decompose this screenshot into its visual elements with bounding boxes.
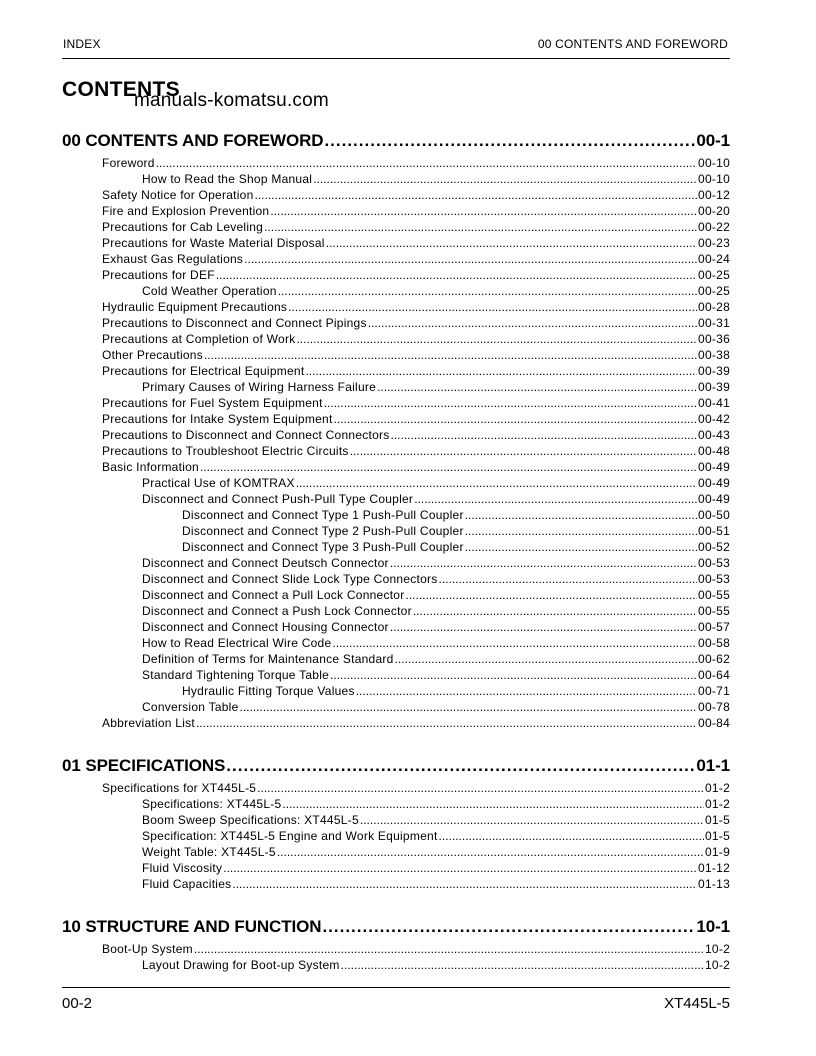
toc-entry-title: Disconnect and Connect a Pull Lock Connector: [142, 588, 405, 602]
watermark-text: manuals-komatsu.com: [134, 90, 329, 111]
toc-entry[interactable]: [62, 491, 730, 507]
toc-entry-title: Cold Weather Operation: [142, 284, 277, 298]
toc-entry-page: 01-5: [704, 813, 730, 827]
toc-entry-title: Disconnect and Connect Housing Connector: [142, 620, 389, 634]
toc-entry[interactable]: [62, 507, 730, 523]
toc-entry-title: How to Read the Shop Manual: [142, 172, 313, 186]
toc-entry-title: Specifications for XT445L-5: [102, 781, 257, 795]
toc-entry-title: Fire and Explosion Prevention: [102, 204, 270, 218]
toc-entry[interactable]: [62, 603, 730, 619]
toc-entry-page: 00-49: [698, 492, 730, 506]
toc-section-heading[interactable]: [62, 917, 730, 941]
toc-entry-page: 00-84: [698, 716, 730, 730]
toc-entry[interactable]: [62, 555, 730, 571]
dot-leader: [439, 828, 704, 844]
toc-entry-title: Precautions for DEF: [102, 268, 215, 282]
toc-entry-page: 00-48: [698, 444, 730, 458]
dot-leader: [277, 844, 704, 860]
toc-entry-title: Precautions for Intake System Equipment: [102, 412, 333, 426]
toc-entry-page: 00-71: [698, 684, 730, 698]
toc-entry[interactable]: [62, 571, 730, 587]
toc-entry[interactable]: [62, 683, 730, 699]
toc-entry[interactable]: [62, 523, 730, 539]
toc-entry-title: Precautions for Waste Material Disposal: [102, 236, 325, 250]
toc-entry-title: Precautions for Cab Leveling: [102, 220, 264, 234]
toc-entry[interactable]: [62, 283, 730, 299]
toc-entry[interactable]: [62, 828, 730, 844]
toc-entry[interactable]: [62, 267, 730, 283]
toc-section: [62, 131, 730, 731]
toc-entry-title: Disconnect and Connect Deutsch Connector: [142, 556, 389, 570]
toc-entry-title: Disconnect and Connect Type 3 Push-Pull Coupler: [182, 540, 464, 554]
toc-entry-page: 01-5: [704, 829, 730, 843]
toc-entry[interactable]: [62, 635, 730, 651]
toc-entry[interactable]: [62, 203, 730, 219]
toc-entry-page: 00-25: [698, 268, 730, 282]
toc-entry[interactable]: [62, 475, 730, 491]
toc-entry[interactable]: [62, 379, 730, 395]
dot-leader: [257, 780, 704, 796]
toc-entry-title: Disconnect and Connect Type 1 Push-Pull Coupler: [182, 508, 464, 522]
toc-entry-page: 00-43: [698, 428, 730, 442]
dot-leader: [332, 635, 697, 651]
dot-leader: [264, 219, 697, 235]
dot-leader: [405, 587, 697, 603]
toc-entry-page: 00-39: [698, 364, 730, 378]
header-section-label: INDEX: [63, 37, 101, 51]
dot-leader: [255, 187, 698, 203]
toc-entry-title: Specifications: XT445L-5: [142, 797, 282, 811]
toc-entry[interactable]: [62, 443, 730, 459]
toc-entry-title: Primary Causes of Wiring Harness Failure: [142, 380, 377, 394]
toc-entry[interactable]: [62, 251, 730, 267]
toc-section-page: 00-1: [696, 131, 730, 150]
toc-entry[interactable]: [62, 876, 730, 892]
dot-leader: [296, 331, 697, 347]
toc-entry-page: 01-9: [704, 845, 730, 859]
toc-section-page: 01-1: [696, 756, 730, 775]
dot-leader: [313, 171, 697, 187]
toc-entry-page: 00-55: [698, 604, 730, 618]
dot-leader: [216, 267, 697, 283]
toc-entry-page: 00-53: [698, 556, 730, 570]
dot-leader: [368, 315, 697, 331]
footer-page-number: 00-2: [62, 995, 93, 1012]
dot-leader: [196, 715, 697, 731]
toc-entry-page: 00-24: [698, 252, 730, 266]
dot-leader: [356, 683, 697, 699]
toc-entry-title: Disconnect and Connect Push-Pull Type Coupler: [142, 492, 414, 506]
dot-leader: [223, 860, 697, 876]
toc-entry-page: 10-2: [704, 958, 730, 972]
toc-entry-title: Precautions to Troubleshoot Electric Circuits: [102, 444, 349, 458]
toc-entry[interactable]: [62, 411, 730, 427]
toc-entry-page: 00-10: [698, 172, 730, 186]
toc-entry[interactable]: [62, 315, 730, 331]
toc-section-title: 10 STRUCTURE AND FUNCTION: [62, 917, 322, 936]
toc-entry-title: Boot-Up System: [102, 942, 193, 956]
dot-leader: [414, 491, 697, 507]
toc-entry-page: 00-51: [698, 524, 730, 538]
toc-entry-page: 00-31: [698, 316, 730, 330]
toc-entry-title: Precautions for Electrical Equipment: [102, 364, 305, 378]
dot-leader: [390, 555, 697, 571]
toc-entry[interactable]: [62, 363, 730, 379]
dot-leader: [232, 876, 697, 892]
toc-entry-page: 00-58: [698, 636, 730, 650]
toc-entry[interactable]: [62, 395, 730, 411]
toc-entry-page: 00-38: [698, 348, 730, 362]
dot-leader: [439, 571, 698, 587]
toc-entry-title: Precautions to Disconnect and Connect Connectors: [102, 428, 390, 442]
dot-leader: [465, 523, 697, 539]
toc-entry[interactable]: [62, 587, 730, 603]
toc-entry-page: 00-12: [698, 188, 730, 202]
dot-leader: [296, 475, 697, 491]
dot-leader: [334, 411, 698, 427]
toc-entry-page: 00-41: [698, 396, 730, 410]
header-chapter-title: 00 CONTENTS AND FOREWORD: [537, 37, 728, 51]
toc-entry-title: Precautions at Completion of Work: [102, 332, 296, 346]
footer-model: XT445L-5: [664, 995, 730, 1012]
toc-entry-page: 00-62: [698, 652, 730, 666]
toc-entry-page: 01-13: [698, 877, 730, 891]
toc-entry[interactable]: [62, 347, 730, 363]
toc-entry-title: Weight Table: XT445L-5: [142, 845, 276, 859]
toc-entry-title: Practical Use of KOMTRAX: [142, 476, 295, 490]
toc-entry-title: Hydraulic Equipment Precautions: [102, 300, 288, 314]
toc-section: [62, 917, 730, 973]
toc-entry[interactable]: [62, 715, 730, 731]
dot-leader: [204, 347, 697, 363]
toc-entry-page: 00-39: [698, 380, 730, 394]
dot-leader: [282, 796, 704, 812]
toc-entry-page: 01-12: [698, 861, 730, 875]
toc-entry-title: Basic Information: [102, 460, 199, 474]
toc-entry-title: Precautions for Fuel System Equipment: [102, 396, 323, 410]
toc-section-heading[interactable]: [62, 756, 730, 780]
toc-entry-title: Exhaust Gas Regulations: [102, 252, 244, 266]
toc-section-page: 10-1: [696, 917, 730, 936]
dot-leader: [377, 379, 697, 395]
toc-entry-title: Specification: XT445L-5 Engine and Work Equipment: [142, 829, 438, 843]
dot-leader: [305, 363, 697, 379]
toc-section-title: 00 CONTENTS AND FOREWORD: [62, 131, 324, 150]
toc-entry-page: 00-36: [698, 332, 730, 346]
toc-entry[interactable]: [62, 619, 730, 635]
toc-entry-page: 00-28: [698, 300, 730, 314]
toc-entry-page: 00-10: [698, 156, 730, 170]
toc-entry-page: 00-50: [698, 508, 730, 522]
toc-entry-page: 10-2: [704, 942, 730, 956]
toc-section: [62, 756, 730, 892]
toc-entry[interactable]: [62, 459, 730, 475]
toc-entry[interactable]: [62, 155, 730, 171]
toc-entry[interactable]: [62, 187, 730, 203]
toc-entry-title: Fluid Viscosity: [142, 861, 223, 875]
toc-entry[interactable]: [62, 844, 730, 860]
dot-leader: [341, 957, 704, 973]
toc-entry-page: 00-25: [698, 284, 730, 298]
toc-entry[interactable]: [62, 780, 730, 796]
toc-entry[interactable]: [62, 860, 730, 876]
toc-entry-title: Abbreviation List: [102, 716, 195, 730]
toc-entry[interactable]: [62, 651, 730, 667]
toc-entry-title: Disconnect and Connect Type 2 Push-Pull Coupler: [182, 524, 464, 538]
toc-entry-page: 00-42: [698, 412, 730, 426]
toc-entry-title: Standard Tightening Torque Table: [142, 668, 330, 682]
dot-leader: [465, 507, 697, 523]
dot-leader: [322, 917, 695, 937]
toc-entry-title: Definition of Terms for Maintenance Standard: [142, 652, 394, 666]
dot-leader: [324, 131, 695, 151]
dot-leader: [391, 427, 698, 443]
dot-leader: [156, 155, 697, 171]
dot-leader: [200, 459, 697, 475]
header-rule: [62, 58, 730, 59]
toc-entry-page: 00-78: [698, 700, 730, 714]
toc-entry-page: 00-23: [698, 236, 730, 250]
toc-entry-page: 00-49: [698, 476, 730, 490]
toc-entry-page: 00-20: [698, 204, 730, 218]
footer-rule: [62, 987, 730, 988]
toc-entry-page: 00-22: [698, 220, 730, 234]
toc-entry-title: Safety Notice for Operation: [102, 188, 254, 202]
toc-entry-title: Other Precautions: [102, 348, 203, 362]
toc-entry-page: 00-64: [698, 668, 730, 682]
dot-leader: [324, 395, 697, 411]
toc-entry[interactable]: [62, 171, 730, 187]
dot-leader: [360, 812, 704, 828]
dot-leader: [270, 203, 697, 219]
toc-entry[interactable]: [62, 941, 730, 957]
toc-entry-title: Layout Drawing for Boot-up System: [142, 958, 340, 972]
dot-leader: [326, 235, 697, 251]
dot-leader: [465, 539, 697, 555]
toc-entry[interactable]: [62, 796, 730, 812]
toc-entry-page: 01-2: [704, 797, 730, 811]
toc-entry[interactable]: [62, 427, 730, 443]
dot-leader: [330, 667, 697, 683]
dot-leader: [278, 283, 697, 299]
toc-section-heading[interactable]: [62, 131, 730, 155]
dot-leader: [390, 619, 697, 635]
dot-leader: [226, 756, 695, 776]
toc-entry[interactable]: [62, 812, 730, 828]
toc-entry[interactable]: [62, 331, 730, 347]
toc-entry[interactable]: [62, 957, 730, 973]
toc-entry-title: Disconnect and Connect Slide Lock Type Connectors: [142, 572, 438, 586]
toc-entry[interactable]: [62, 299, 730, 315]
toc-entry[interactable]: [62, 699, 730, 715]
toc-entry-title: Precautions to Disconnect and Connect Pipings: [102, 316, 367, 330]
dot-leader: [395, 651, 697, 667]
toc-entry[interactable]: [62, 667, 730, 683]
dot-leader: [194, 941, 704, 957]
toc-entry-title: How to Read Electrical Wire Code: [142, 636, 332, 650]
page-title: CONTENTS: [62, 78, 180, 101]
dot-leader: [244, 251, 697, 267]
toc-entry-title: Fluid Capacities: [142, 877, 232, 891]
toc-entry[interactable]: [62, 539, 730, 555]
toc-entry-title: Conversion Table: [142, 700, 239, 714]
toc-entry-title: Hydraulic Fitting Torque Values: [182, 684, 355, 698]
toc-entry[interactable]: [62, 235, 730, 251]
toc-entry-page: 00-55: [698, 588, 730, 602]
dot-leader: [350, 443, 697, 459]
toc-entry-title: Boom Sweep Specifications: XT445L-5: [142, 813, 359, 827]
toc-entry-title: Foreword: [102, 156, 155, 170]
toc-entry-title: Disconnect and Connect a Push Lock Connector: [142, 604, 412, 618]
toc-entry-page: 00-53: [698, 572, 730, 586]
dot-leader: [288, 299, 697, 315]
dot-leader: [413, 603, 697, 619]
toc-entry[interactable]: [62, 219, 730, 235]
toc-entry-page: 00-52: [698, 540, 730, 554]
toc-entry-page: 00-49: [698, 460, 730, 474]
toc-entry-page: 00-57: [698, 620, 730, 634]
toc-entry-page: 01-2: [704, 781, 730, 795]
toc-section-title: 01 SPECIFICATIONS: [62, 756, 226, 775]
dot-leader: [240, 699, 698, 715]
